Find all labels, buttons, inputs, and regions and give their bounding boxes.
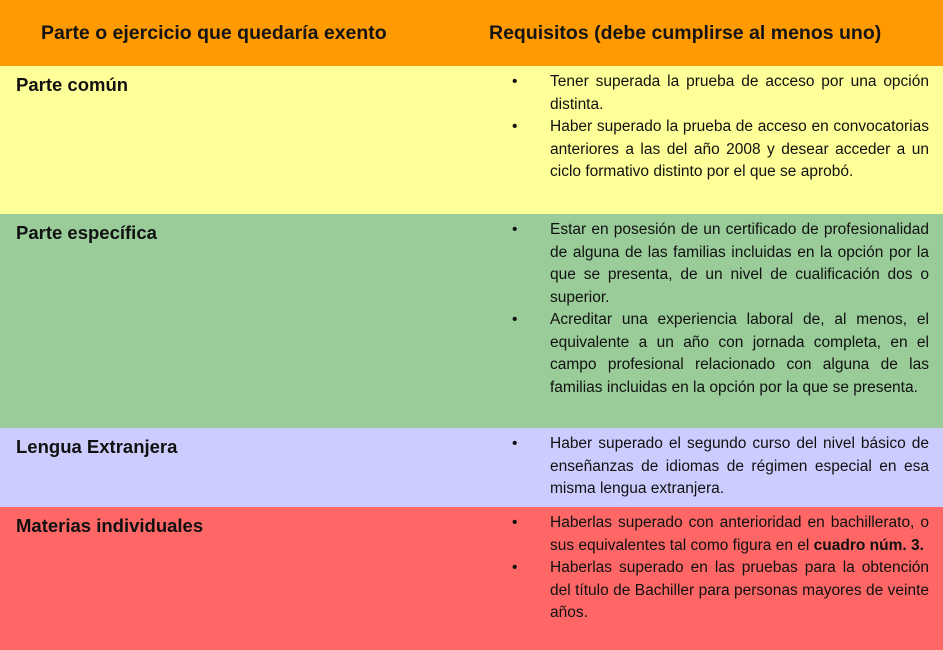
requirement-text: Haberlas superado en las pruebas para la obtención del título de Bachiller para personas mayores de veinte años. xyxy=(550,559,929,621)
bullet-icon: • xyxy=(512,435,518,452)
table-row-materias-individuales xyxy=(0,507,943,650)
list-item xyxy=(475,71,929,116)
header-requirements: Requisitos (debe cumplirse al menos uno) xyxy=(489,21,882,44)
bullet-icon: • xyxy=(512,221,518,238)
row-label: Lengua Extranjera xyxy=(16,436,178,457)
bullet-icon: • xyxy=(512,514,518,531)
list-item xyxy=(475,116,929,184)
list-item xyxy=(475,512,929,557)
list-item xyxy=(475,309,929,399)
requirement-text: Tener superada la prueba de acceso por una opción distinta. xyxy=(550,73,929,113)
list-item xyxy=(475,433,929,501)
bullet-icon: • xyxy=(512,559,518,576)
row-label: Materias individuales xyxy=(16,515,204,536)
requirement-text xyxy=(550,512,929,557)
row-label: Parte común xyxy=(16,74,129,95)
requirements-list xyxy=(475,66,943,214)
bullet-icon: • xyxy=(512,311,518,328)
requirements-list xyxy=(475,214,943,428)
requirement-text: Estar en posesión de un certificado de profesionalidad de alguna de las familias incluidas en la opción por la que se presenta, de un nivel de cualificación dos o superior. xyxy=(550,221,929,306)
requirement-text-plain: Haberlas superado con anterioridad en bachillerato, o sus equivalentes tal como figura en el xyxy=(550,514,929,554)
bullet-icon: • xyxy=(512,73,518,90)
requirements-list xyxy=(475,507,943,650)
requirement-text: Acreditar una experiencia laboral de, al menos, el equivalente a un año con jornada completa, en el campo profesional relacionado con alguna de las familias incluidas en la opción por la que se presenta. xyxy=(550,311,929,396)
table-row-parte-especifica xyxy=(0,214,943,428)
cuadro-reference: cuadro núm. 3. xyxy=(813,536,924,554)
row-label: Parte específica xyxy=(16,222,157,243)
list-item xyxy=(475,557,929,625)
bullet-icon: • xyxy=(512,118,518,135)
table-row-parte-comun xyxy=(0,66,943,214)
header-exempt-part: Parte o ejercicio que quedaría exento xyxy=(41,21,387,44)
table-row-lengua-extranjera xyxy=(0,428,943,507)
table-header xyxy=(0,0,943,66)
requirements-list xyxy=(475,428,943,507)
requirement-text: Haber superado el segundo curso del nivel básico de enseñanzas de idiomas de régimen especial en esa misma lengua extranjera. xyxy=(550,435,929,497)
list-item xyxy=(475,219,929,309)
requirement-text: Haber superado la prueba de acceso en convocatorias anteriores a las del año 2008 y desear acceder a un ciclo formativo distinto por el que se aprobó. xyxy=(550,118,929,180)
